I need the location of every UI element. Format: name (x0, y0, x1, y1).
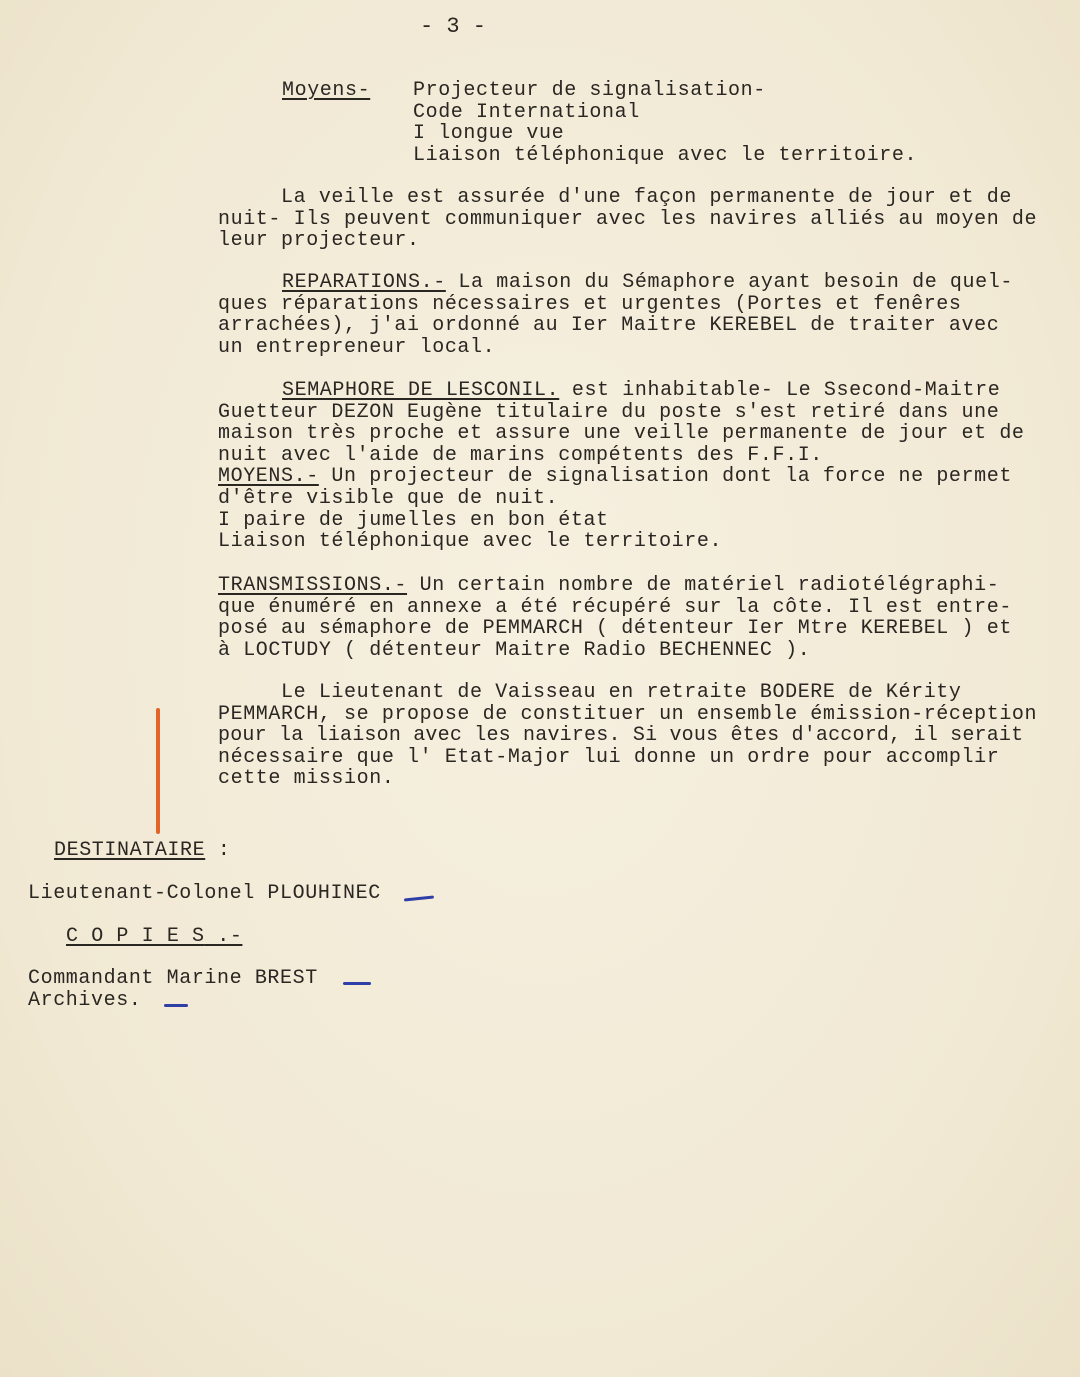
copies-item-2: Archives. (28, 988, 142, 1012)
reparations-heading: REPARATIONS.- (282, 271, 446, 294)
semaphore-moyens-first-line: MOYENS.- Un projecteur de signalisation dont la force ne permet (218, 465, 1012, 489)
lieutenant-line-2: PEMMARCH, se propose de constituer un ensemble émission-réception (218, 702, 1038, 726)
semaphore-moyens-line-4: Liaison téléphonique avec le territoire. (218, 530, 723, 554)
transmissions-line-3: posé au sémaphore de PEMMARCH ( détenteur Ier Mtre KEREBEL ) et (218, 617, 1012, 641)
veille-line-3: leur projecteur. (218, 229, 420, 253)
copies-heading: C O P I E S (66, 925, 205, 948)
semaphore-first-line: SEMAPHORE DE LESCONIL. est inhabitable- Le Ssecond-Maitre (282, 379, 1001, 402)
transmissions-first-line: TRANSMISSIONS.- Un certain nombre de matériel radiotélégraphi- (218, 574, 1000, 597)
moyens-line-2: Code International (413, 100, 640, 124)
moyens-line-4: Liaison téléphonique avec le territoire. (413, 143, 918, 167)
semaphore-moyens-heading: MOYENS.- (218, 465, 319, 489)
blue-tick-mark (164, 1004, 188, 1007)
reparations-line-4: un entrepreneur local. (218, 335, 496, 359)
semaphore-line-2: Guetteur DEZON Eugène titulaire du poste s'est retiré dans une (218, 400, 1000, 424)
destinataire-line: DESTINATAIRE : (54, 839, 231, 862)
page-number: - 3 - (420, 14, 487, 39)
lieutenant-line-1: Le Lieutenant de Vaisseau en retraite BODERE de Kérity (218, 681, 962, 704)
transmissions-heading: TRANSMISSIONS.- (218, 574, 408, 597)
semaphore-moyens-line-2: d'être visible que de nuit. (218, 487, 559, 510)
semaphore-line-3: maison très proche et assure une veille permanente de jour et de (218, 422, 1025, 446)
veille-line-2: nuit- Ils peuvent communiquer avec les navires alliés au moyen de (218, 207, 1038, 231)
destinataire-heading: DESTINATAIRE (54, 839, 206, 862)
blue-tick-mark (343, 982, 371, 985)
reparations-first-line: REPARATIONS.- La maison du Sémaphore ayant besoin de quel- (282, 271, 1013, 294)
reparations-line-3: arrachées), j'ai ordonné au Ier Maitre KEREBEL de traiter avec (218, 314, 1000, 338)
copies-line: C O P I E S .- (66, 925, 243, 948)
semaphore-heading: SEMAPHORE DE LESCONIL. (282, 379, 560, 402)
blue-tick-mark (404, 895, 434, 901)
moyens-line-3: I longue vue (413, 122, 565, 146)
moyens-line-1: Projecteur de signalisation- (413, 79, 766, 102)
copies-item-1: Commandant Marine BREST (28, 967, 318, 990)
veille-line-1: La veille est assurée d'une façon permanente de jour et de (218, 186, 1012, 209)
destinataire-recipient: Lieutenant-Colonel PLOUHINEC (28, 882, 381, 905)
lieutenant-line-4: nécessaire que l' Etat-Major lui donne un ordre pour accomplir (218, 745, 1000, 769)
reparations-line-2: ques réparations nécessaires et urgentes (Portes et fenêres (218, 292, 962, 316)
lieutenant-line-3: pour la liaison avec les navires. Si vous êtes d'accord, il serait (218, 724, 1024, 748)
semaphore-line-4: nuit avec l'aide de marins compétents des F.F.I. (218, 443, 823, 467)
red-pencil-mark (156, 708, 160, 834)
semaphore-moyens-line-3: I paire de jumelles en bon état (218, 508, 609, 532)
moyens-label: Moyens- (282, 79, 371, 102)
transmissions-line-4: à LOCTUDY ( détenteur Maitre Radio BECHENNEC ). (218, 638, 811, 662)
transmissions-line-2: que énuméré en annexe a été récupéré sur la côte. Il est entre- (218, 595, 1012, 619)
lieutenant-line-5: cette mission. (218, 767, 395, 791)
